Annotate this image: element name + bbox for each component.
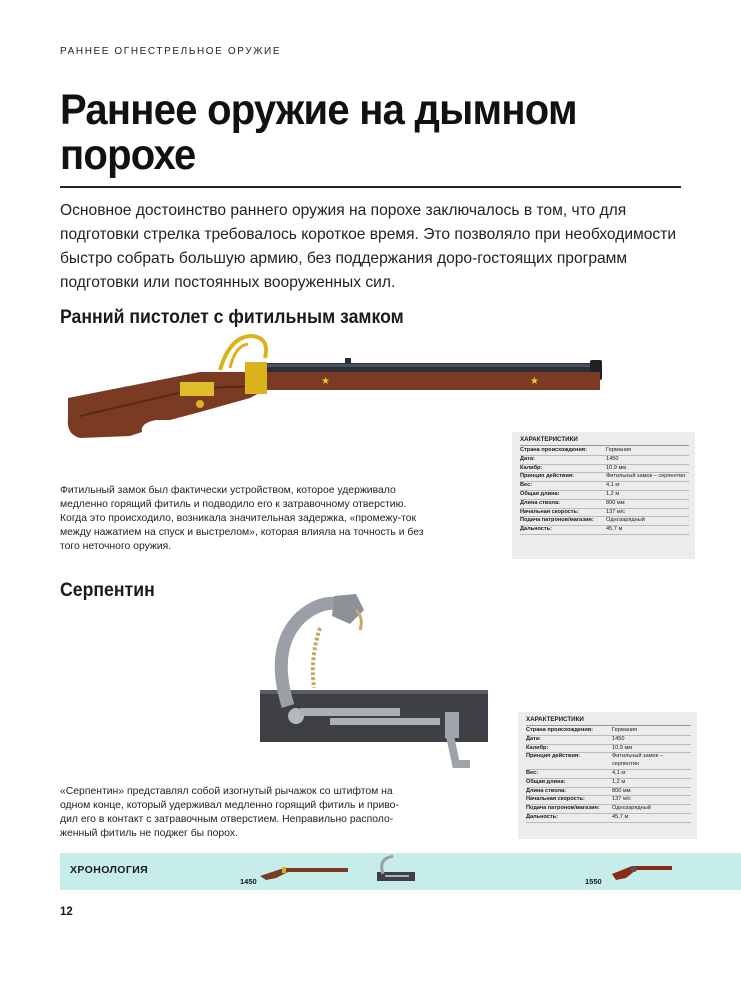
spec-value: 10,9 мм xyxy=(612,744,633,751)
spec-row xyxy=(520,500,689,509)
svg-text:★: ★ xyxy=(530,376,539,387)
spec-row xyxy=(526,796,691,805)
spec-value: 1,2 м xyxy=(612,778,626,785)
spec-key: Длина ствола: xyxy=(520,499,561,506)
serpentine-description: «Серпентин» представлял собой изогнутый рычажок со штифтом на одном конце, который удерживал медленно горящий фитиль и приво-дил его в контакт с затравочным отверстием. Неправильно располо-женный фитиль не поджег бы порох. xyxy=(60,786,399,839)
spec-value: Однозарядный xyxy=(606,517,645,524)
timeline-pistol-thumbnail xyxy=(258,862,350,882)
serpentine-image xyxy=(260,588,490,778)
spec-title: ХАРАКТЕРИСТИКИ xyxy=(526,716,691,726)
svg-text:★: ★ xyxy=(321,376,330,387)
pistol-description: Фитильный замок был фактически устройством, которое удерживало медленно горящий фитиль и подводило его к затравочному отверстию. Когда это происходило, возникала значительная задержка, «промежу-ток между нажатием на спуск и выстрелом», которая влияла на точность и без того неточного оружия. xyxy=(60,485,424,552)
spec-row xyxy=(526,770,691,779)
serpentine-spec-table xyxy=(518,712,697,839)
spec-row xyxy=(526,779,691,788)
spec-key: Страна происхождения: xyxy=(520,447,587,453)
spec-value: 45,7 м xyxy=(606,526,623,533)
spec-row xyxy=(520,482,689,491)
timeline-year-start: 1450 xyxy=(240,877,257,886)
spec-value: 137 м/с xyxy=(612,796,632,803)
spec-key: Дальность: xyxy=(526,813,558,820)
spec-key: Дата: xyxy=(526,735,541,742)
spec-key: Подача патронов/магазин: xyxy=(520,517,594,524)
spec-row xyxy=(526,805,691,814)
spec-key: Калибр: xyxy=(520,464,543,471)
pistol-heading: Ранний пистолет с фитильным замком xyxy=(60,307,404,328)
matchlock-pistol-image xyxy=(60,328,610,440)
spec-key: Страна происхождения: xyxy=(526,727,593,733)
timeline-musket-thumbnail xyxy=(612,860,674,882)
spec-value: Фитильный замок – серпентин xyxy=(606,473,686,480)
spec-value: Германия xyxy=(606,447,632,453)
spec-value: Германия xyxy=(612,727,638,733)
spec-key: Калибр: xyxy=(526,744,549,751)
spec-value: 1450 xyxy=(606,455,619,462)
spec-key: Подача патронов/магазин: xyxy=(526,805,600,812)
spec-row xyxy=(520,509,689,518)
spec-value: Фитильный замок – серпентин xyxy=(612,753,663,768)
spec-key: Начальная скорость: xyxy=(520,508,579,515)
spec-key: Дата: xyxy=(520,455,535,462)
spec-row xyxy=(520,517,689,526)
spec-value: 800 мм xyxy=(612,787,631,794)
spec-row xyxy=(526,736,691,745)
spec-key: Принцип действия: xyxy=(520,473,575,480)
spec-key: Вес: xyxy=(520,482,533,489)
spec-row xyxy=(526,753,691,770)
spec-row xyxy=(520,473,689,482)
timeline-serpentine-thumbnail xyxy=(377,854,415,886)
title-divider xyxy=(60,186,681,188)
spec-value: 137 м/с xyxy=(606,508,626,515)
spec-value: 1,2 м xyxy=(606,490,620,497)
spec-key: Вес: xyxy=(526,769,539,776)
section-label: РАННЕЕ ОГНЕСТРЕЛЬНОЕ ОРУЖИЕ xyxy=(60,46,282,57)
spec-key: Дальность: xyxy=(520,526,552,533)
spec-value: 1450 xyxy=(612,735,625,742)
spec-value: Однозарядный xyxy=(612,805,651,812)
spec-value: 45,7 м xyxy=(612,813,629,820)
page-title: Раннее оружие на дымном порохе xyxy=(60,86,577,179)
spec-key: Общая длина: xyxy=(520,490,560,497)
spec-row xyxy=(526,814,691,823)
spec-row xyxy=(520,456,689,465)
page-number: 12 xyxy=(60,906,73,918)
spec-value: 800 мм xyxy=(606,499,625,506)
spec-key: Длина ствола: xyxy=(526,787,567,794)
timeline-label: ХРОНОЛОГИЯ xyxy=(70,864,149,876)
spec-key: Принцип действия: xyxy=(526,753,581,760)
spec-value: 4,1 кг xyxy=(606,482,620,489)
spec-row xyxy=(520,447,689,456)
spec-row xyxy=(520,491,689,500)
timeline-year-end: 1550 xyxy=(585,877,602,886)
spec-row xyxy=(520,526,689,535)
spec-key: Общая длина: xyxy=(526,778,566,785)
spec-value: 10,9 мм xyxy=(606,464,627,471)
spec-key: Начальная скорость: xyxy=(526,796,585,803)
intro-paragraph: Основное достоинство раннего оружия на порохе заключалось в том, что для подготовки стрелка требовалось короткое время. Это позволяло при необходимости быстро собрать большую армию, без поддержания доро-гостоящих программ подготовки или постоянных вооруженных сил. xyxy=(60,202,677,291)
spec-row xyxy=(526,788,691,797)
pistol-spec-table xyxy=(512,432,695,559)
spec-title: ХАРАКТЕРИСТИКИ xyxy=(520,436,689,446)
spec-row xyxy=(526,727,691,736)
serpentine-heading: Серпентин xyxy=(60,580,155,601)
spec-value: 4,1 кг xyxy=(612,769,626,776)
